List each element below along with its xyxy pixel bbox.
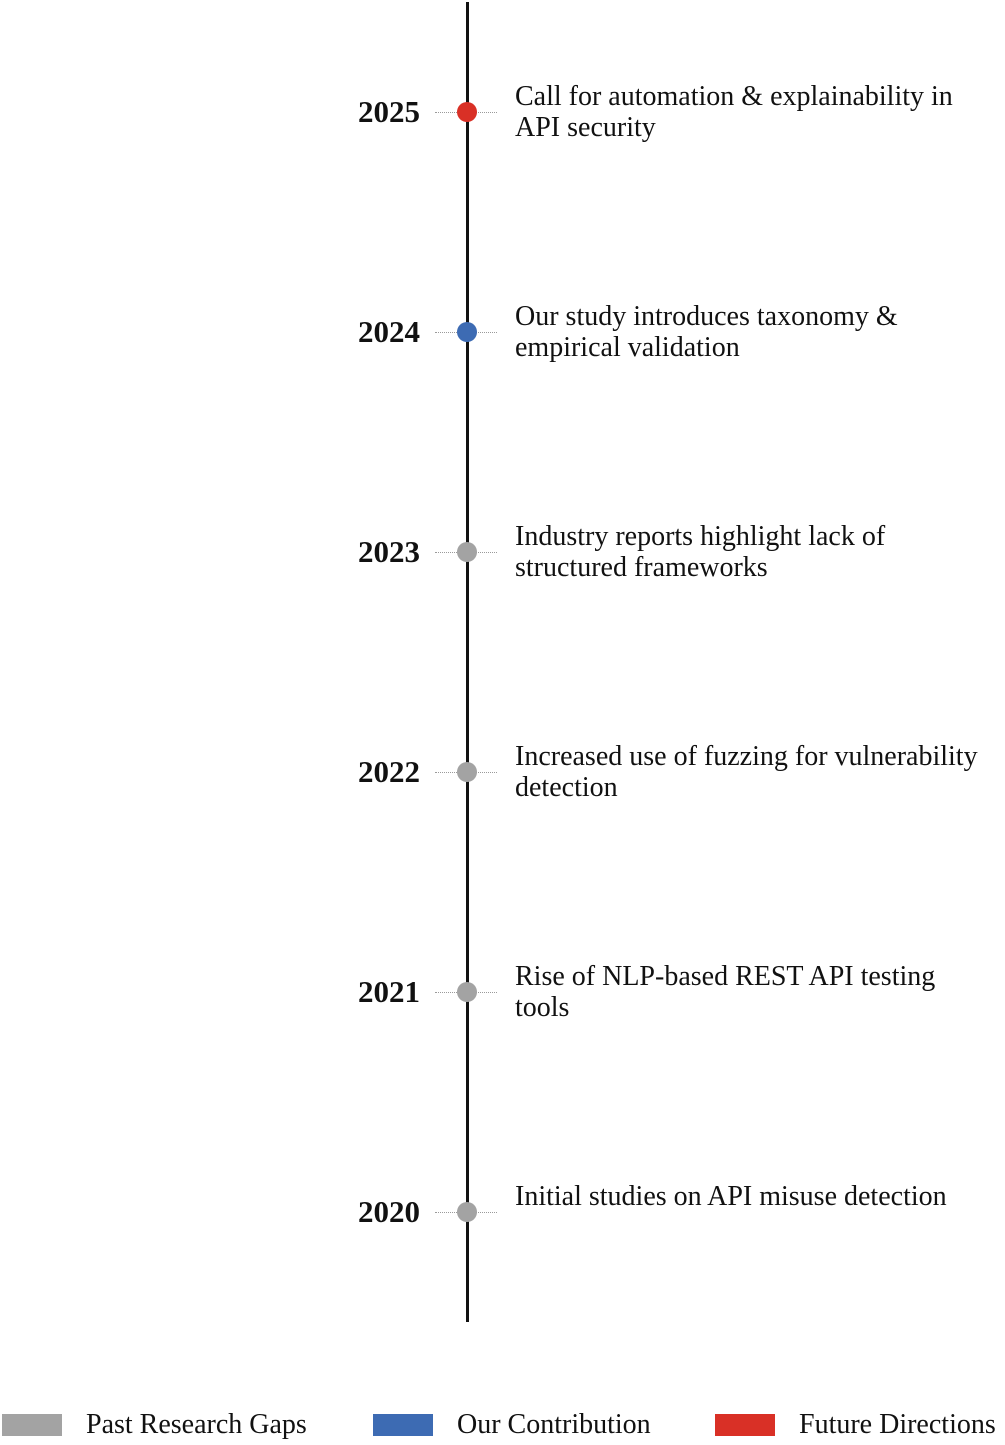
legend (0, 1405, 1005, 1445)
event-marker-past (457, 982, 477, 1002)
event-year: 2022 (358, 754, 420, 789)
event-description: Initial studies on API misuse detection (515, 1181, 947, 1212)
event-year: 2020 (358, 1194, 420, 1229)
event-year: 2025 (358, 94, 420, 129)
timeline-axis (466, 2, 469, 1322)
event-description: Call for automation & explainability in API security (515, 81, 953, 143)
event-year: 2023 (358, 534, 420, 569)
event-marker-contribution (457, 322, 477, 342)
event-marker-past (457, 1202, 477, 1222)
event-description: Increased use of fuzzing for vulnerability detection (515, 741, 978, 803)
legend-swatch-contribution (373, 1414, 433, 1436)
legend-label: Our Contribution (457, 1409, 651, 1440)
event-description: Rise of NLP-based REST API testing tools (515, 961, 936, 1023)
event-description: Our study introduces taxonomy & empirical validation (515, 301, 898, 363)
legend-swatch-past (2, 1414, 62, 1436)
legend-swatch-future (715, 1414, 775, 1436)
event-marker-future (457, 102, 477, 122)
event-marker-past (457, 542, 477, 562)
legend-label: Past Research Gaps (86, 1409, 307, 1440)
event-marker-past (457, 762, 477, 782)
event-year: 2021 (358, 974, 420, 1009)
legend-label: Future Directions (799, 1409, 996, 1440)
event-description: Industry reports highlight lack of structured frameworks (515, 521, 886, 583)
event-year: 2024 (358, 314, 420, 349)
